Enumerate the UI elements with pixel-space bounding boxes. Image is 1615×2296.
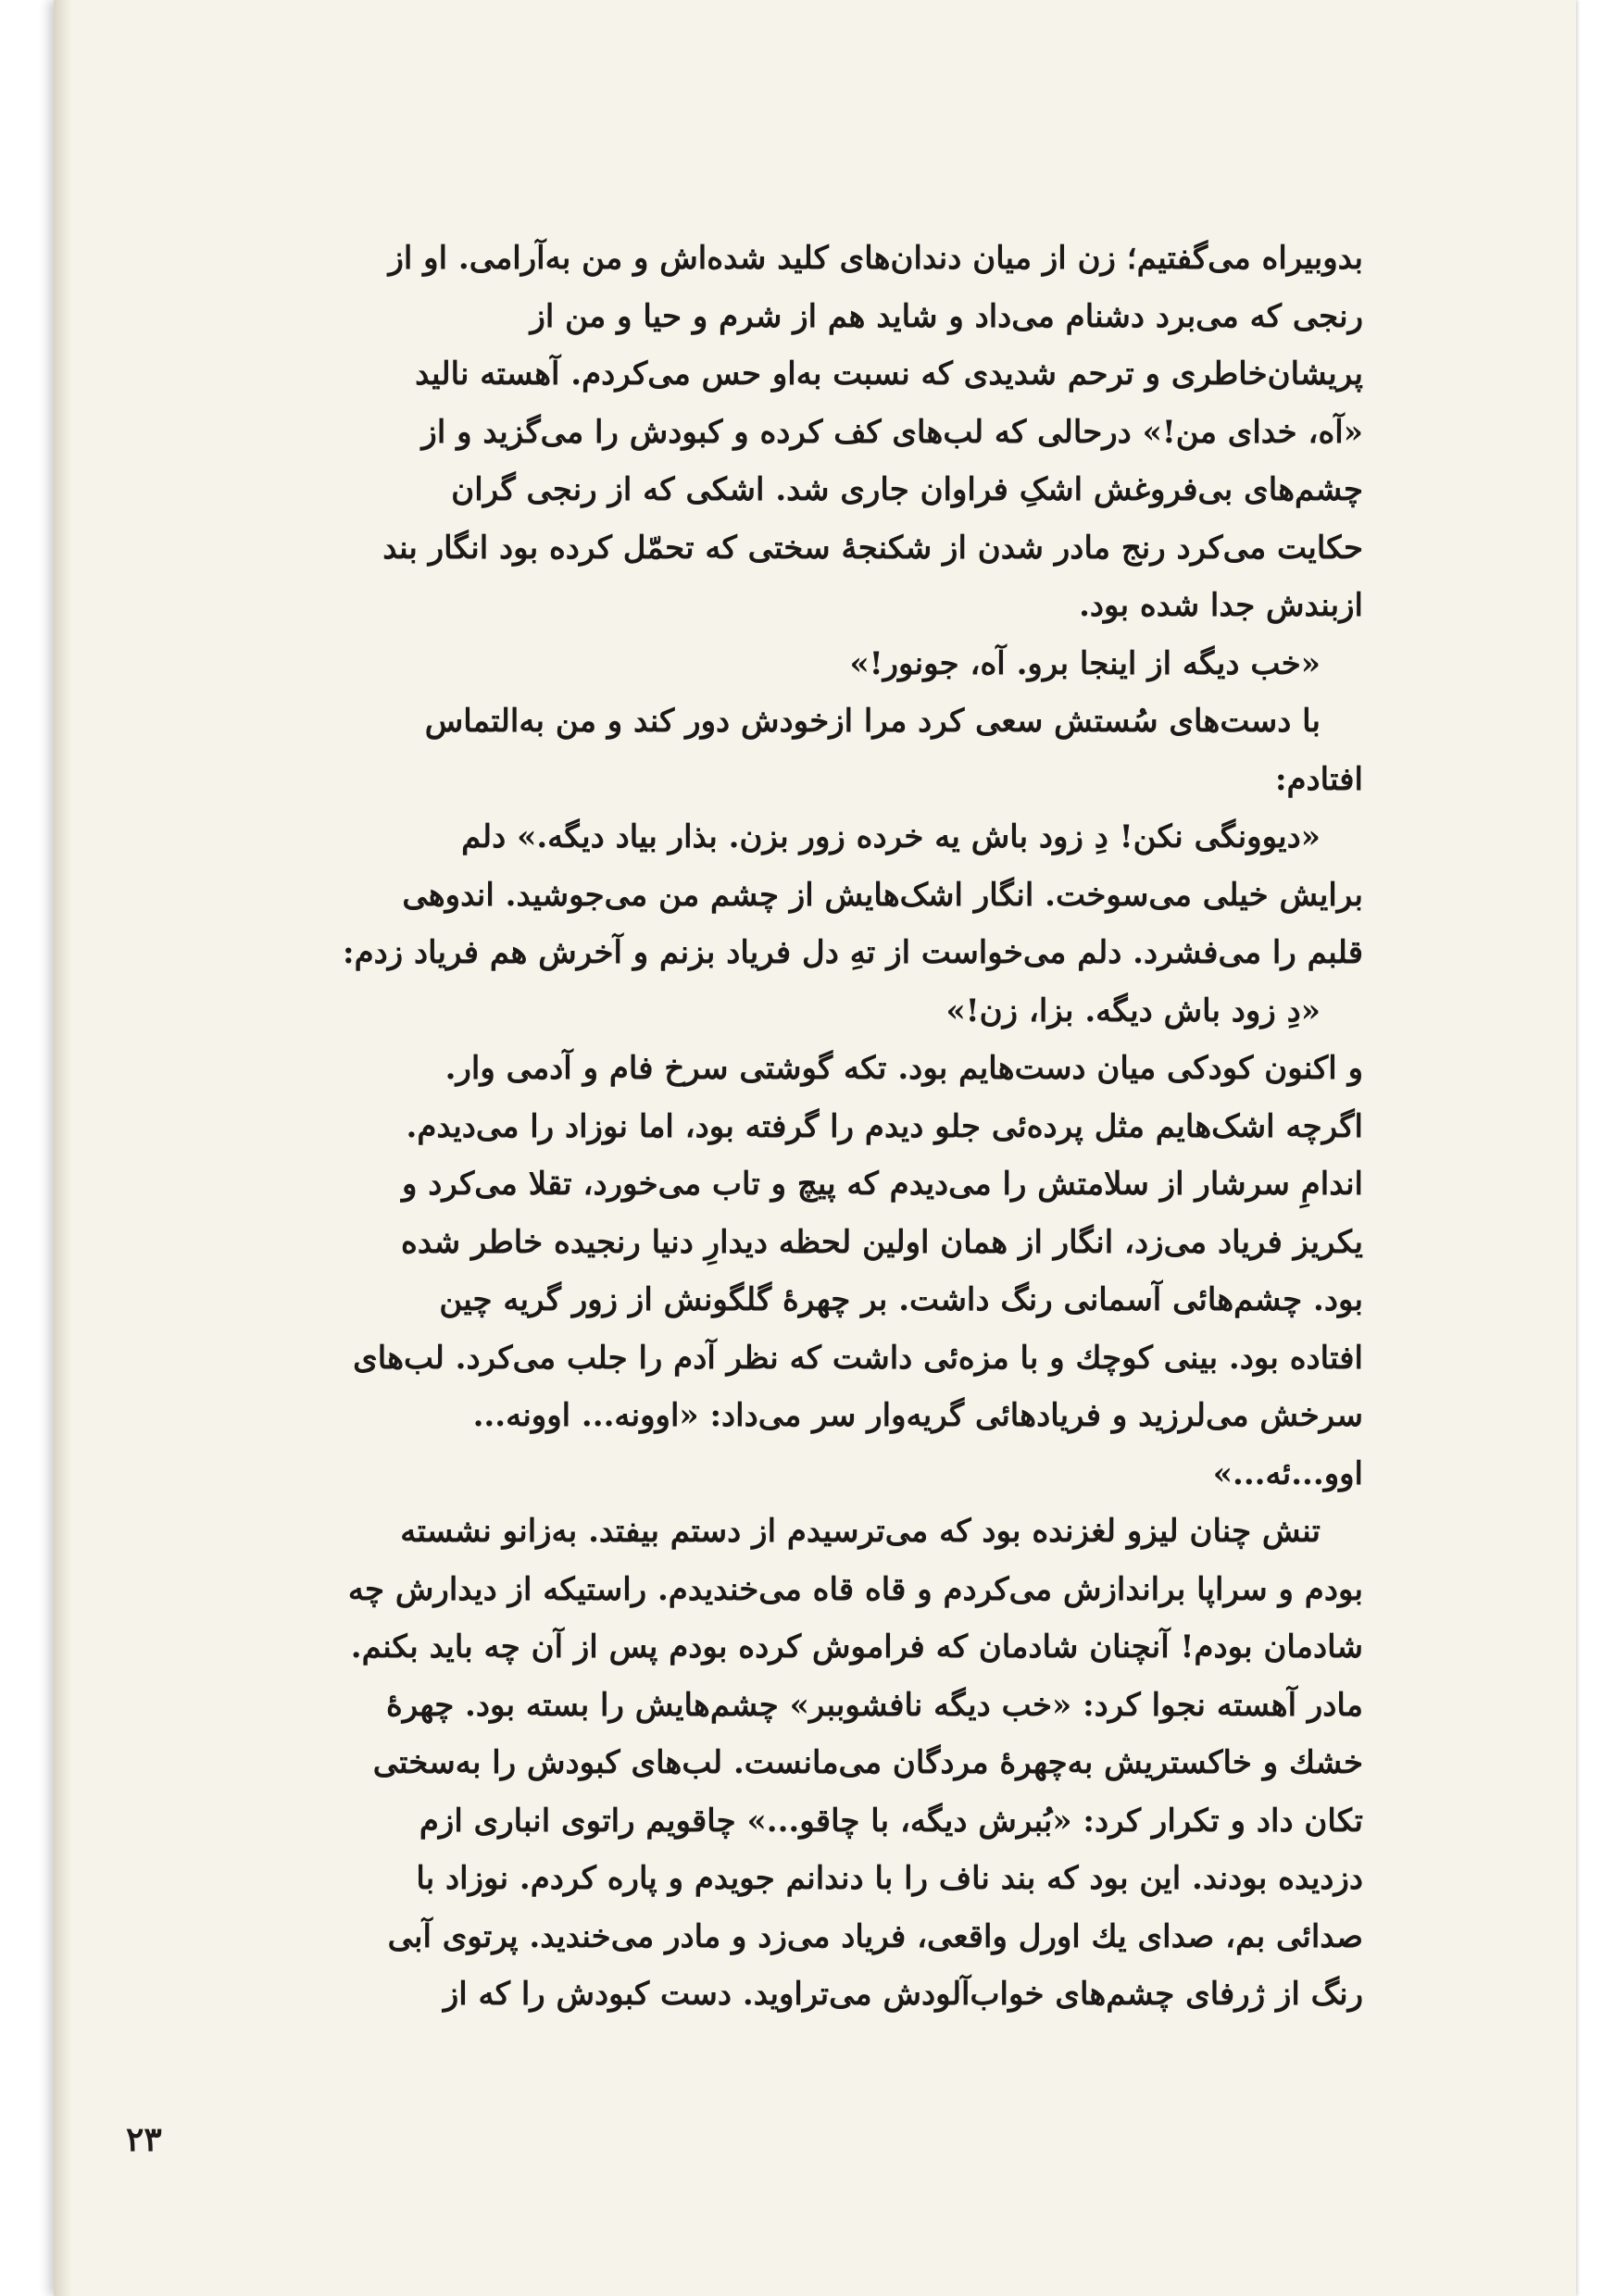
text-line-18: یکریز فریاد می‌زد، انگار از همان اولین لحظه دیدارِ دنیا رنجیده خاطر شده [401, 1223, 1363, 1261]
page-edge-shadow [54, 0, 72, 2296]
body-text [213, 230, 1363, 2024]
text-line-7: ازبندش جدا شده بود. [1079, 587, 1363, 624]
text-line-28: تکان داد و تکرار کرد: «بُبرش دیگه، با چاقو...» چاقویم راتوی انباری ازم [419, 1802, 1363, 1840]
text-line-12: برایش خیلی می‌سوخت. انگار اشک‌هایش از چشم من می‌جوشید. اندوهی [402, 876, 1363, 914]
book-page [54, 0, 1576, 2296]
text-line-20: افتاده بود. بینی کوچك و با مزه‌ئی داشت که نظر آدم را جلب می‌کرد. لب‌های [353, 1339, 1363, 1377]
text-line-9: با دست‌های سُستش سعی کرد مرا ازخودش دور کند و من به‌التماس [424, 703, 1321, 740]
text-line-14: «دِ زود باش دیگه. بزا، زن!» [945, 992, 1321, 1029]
text-line-1: بدوبیراه می‌گفتیم؛ زن از میان دندان‌های کلید شده‌اش و من به‌آرامی. او از [388, 240, 1363, 277]
text-line-26: مادر آهسته نجوا کرد: «خب دیگه نافشوببر» چشم‌هایش را بسته بود. چهرهٔ [385, 1686, 1363, 1724]
text-line-15: و اکنون کودکی میان دست‌هایم بود. تکه گوشتی سرخ فام و آدمی وار. [444, 1050, 1363, 1087]
text-line-4: «آه، خدای من!» درحالی که لب‌های کف کرده و کبودش را می‌گزید و از [421, 413, 1363, 451]
text-line-29: دزدیده بودند. این بود که بند ناف را با دندانم جویدم و پاره کردم. نوزاد با [416, 1860, 1363, 1897]
page-number: ۲۳ [126, 2120, 162, 2159]
text-line-23: تنش چنان لیزو لغزنده بود که می‌ترسیدم از دستم بیفتد. به‌زانو نشسته [400, 1513, 1321, 1550]
text-line-13: قلبم را می‌فشرد. دلم می‌خواست از تهِ دل فریاد بزنم و آخرش هم فریاد زدم: [343, 934, 1363, 971]
text-line-27: خشك و خاکستریش به‌چهرهٔ مردگان می‌مانست. لب‌های کبودش را به‌سختی [372, 1744, 1363, 1781]
text-line-16: اگرچه اشک‌هایم مثل پرده‌ئی جلو دیدم را گرفته بود، اما نوزاد را می‌دیدم. [406, 1107, 1363, 1145]
text-line-3: پریشان‌خاطری و ترحم شدیدی که نسبت به‌او حس می‌کردم. آهسته نالید [415, 356, 1363, 393]
text-line-25: شادمان بودم! آنچنان شادمان که فراموش کرده بودم پس از آن چه باید بکنم. [350, 1628, 1363, 1666]
text-line-2: رنجی که می‌برد دشنام می‌داد و شاید هم از شرم و حیا و من از [530, 297, 1363, 335]
text-line-22: اوو...ئه...» [1212, 1454, 1363, 1492]
text-line-8: «خب دیگه از اینجا برو. آه، جونور!» [849, 644, 1321, 682]
text-line-30: صدائی بم، صدای یك اورل واقعی، فریاد می‌زد و مادر می‌خندید. پرتوی آبی [387, 1917, 1363, 1955]
text-line-11: «دیوونگی نکن! دِ زود باش یه خرده زور بزن. بذار بیاد دیگه.» دلم [461, 818, 1321, 855]
text-line-31: رنگ از ژرفای چشم‌های خواب‌آلودش می‌تراوید. دست کبودش را که از [443, 1976, 1363, 2013]
text-line-21: سرخش می‌لرزید و فریادهائی گریه‌وار سر می‌داد: «اوونه... اوونه... [472, 1397, 1363, 1434]
text-line-17: اندامِ سرشار از سلامتش را می‌دیدم که پیچ و تاب می‌خورد، تقلا می‌کرد و [401, 1166, 1363, 1203]
text-line-24: بودم و سراپا براندازش می‌کردم و قاه قاه می‌خندیدم. راستیکه از دیدارش چه [347, 1570, 1363, 1608]
text-line-5: چشم‌های بی‌فروغش اشکِ فراوان جاری شد. اشکی که از رنجی گران [451, 471, 1363, 508]
text-line-10: افتادم: [1274, 760, 1363, 798]
text-line-6: حکایت می‌کرد رنج مادر شدن از شکنجهٔ سختی که تحمّل کرده بود انگار بند [382, 529, 1363, 567]
text-line-19: بود. چشم‌هائی آسمانی رنگ داشت. بر چهرهٔ گلگونش از زور گریه چین [439, 1281, 1363, 1318]
